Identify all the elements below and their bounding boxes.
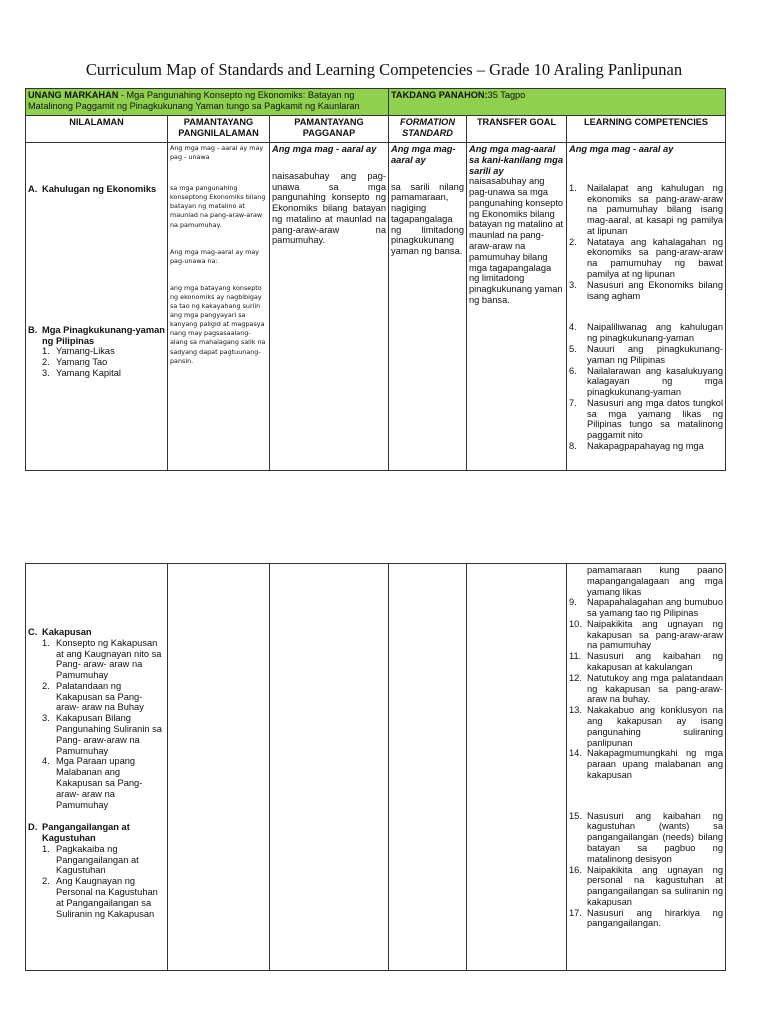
document-title: Curriculum Map of Standards and Learning Competencies – Grade 10 Araling Panlipunan bbox=[85, 60, 683, 79]
content-standard-intro1: Ang mga mag - aaral ay may pag - unawa bbox=[170, 144, 264, 162]
header-formation-standard: FORMATION STANDARD bbox=[389, 116, 467, 143]
content-row bbox=[26, 143, 726, 471]
competency-item: 8. Nakapagpapahayag ng mga bbox=[569, 440, 704, 451]
formation-standard-cell-continued bbox=[389, 564, 467, 971]
competency-item: 15. Nasusuri ang kaibahan ng kagustuhan (wants) sa pangangailangan (needs) bilang batayan sa pagbuo ng matalinong desisyon bbox=[569, 810, 723, 864]
topic-b-letter: B. bbox=[28, 324, 38, 335]
performance-standard-intro: Ang mga mag - aaral ay bbox=[272, 144, 377, 154]
list-item: 3. Yamang Kapital bbox=[42, 367, 121, 378]
list-item: 1. Konsepto ng Kakapusan at ang Kaugnayan nito sa Pang- araw- araw na Pamumuhay bbox=[42, 637, 162, 681]
content-standard-intro2: Ang mga mag-aaral ay may pag-unawa na: bbox=[170, 247, 260, 265]
quarter-label: UNANG MARKAHAN bbox=[28, 90, 119, 100]
learning-competencies-cell-continued bbox=[567, 564, 726, 971]
competency-item: 4. Naipaliliwanag ang kahulugan ng pinagkukunang-yaman bbox=[569, 322, 724, 344]
transfer-goal-intro: Ang mga mag-aaral sa kani-kanilang mga sarili ay bbox=[469, 144, 564, 176]
topic-b-title: Mga Pinagkukunang-yaman ng Pilipinas bbox=[42, 324, 165, 346]
competency-item: 5. Nauuri ang pinagkukunang-yaman ng Pilipinas bbox=[569, 343, 724, 365]
transfer-goal-cell bbox=[467, 143, 567, 471]
competencies-group-4 bbox=[569, 811, 723, 930]
curriculum-table-page1 bbox=[25, 88, 726, 471]
header-nilalaman: NILALAMAN bbox=[26, 116, 168, 143]
competency-item: 16. Naipakikita ang ugnayan ng personal na kagustuhan at pangangailangan sa suliranin ng kakapusan bbox=[569, 864, 723, 907]
topic-a-title: Kahulugan ng Ekonomiks bbox=[42, 184, 157, 194]
topic-d bbox=[28, 822, 165, 844]
list-item: 1. Pagkakaiba ng Pangangailangan at Kagustuhan bbox=[42, 843, 139, 876]
formation-standard-text: sa sarili nilang pamamaraan, nagiging tagapangalaga ng limitadong pinagkukunang yaman ng bansa. bbox=[391, 181, 464, 257]
competency-item: 2. Natataya ang kahalagahan ng ekonomiks sa pang-araw-araw na pamumuhay ng bawat pamilya at ng lipunan bbox=[569, 236, 724, 280]
nilalaman-cell-continued bbox=[26, 564, 168, 971]
competencies-group-1 bbox=[569, 183, 723, 302]
topic-d-letter: D. bbox=[28, 822, 38, 833]
list-item: 2. Yamang Tao bbox=[42, 357, 108, 368]
topic-d-subitems bbox=[42, 844, 165, 919]
list-item: 2. Ang Kaugnayan ng Personal na Kagustuhan at Pangangailangan sa Suliranin ng Kakapusan bbox=[42, 876, 158, 919]
competency-item: 6. Nailalarawan ang kasalukuyang kalagayan ng mga pinagkukunang-yaman bbox=[569, 365, 724, 398]
transfer-goal-cell-continued bbox=[467, 564, 567, 971]
competency-item: 14. Nakapagmumungkahi ng mga paraan upang malabanan ang kakapusan bbox=[569, 748, 723, 780]
competencies-group-3 bbox=[569, 597, 723, 780]
header-pamantayang-pagganap: PAMANTAYANG PAGGANAP bbox=[270, 116, 389, 143]
time-allotment-cell bbox=[389, 89, 726, 116]
formation-standard-cell bbox=[389, 143, 467, 471]
transfer-goal-text: naisasabuhay ang pag-unawa sa mga pangunahing konsepto ng Ekonomiks bilang batayan ng matalino at maunlad na pang-araw-araw na pamumuhay bilang mga tagapangalaga ng limitadong pinagkukunang yaman ng bansa. bbox=[469, 176, 564, 305]
time-label: TAKDANG PANAHON: bbox=[391, 90, 488, 100]
header-learning-competencies: LEARNING COMPETENCIES bbox=[567, 116, 726, 143]
quarter-cell bbox=[26, 89, 389, 116]
list-item: 4. Mga Paraan upang Malabanan ang Kakapusan sa Pang-araw- araw na Pamumuhay bbox=[42, 756, 143, 810]
header-row bbox=[26, 116, 726, 143]
competency-item: 10. Naipakikita ang ugnayan ng kakapusan sa pang-araw-araw na pamumuhay bbox=[569, 618, 723, 651]
topic-c-title: Kakapusan bbox=[42, 627, 92, 637]
content-standard-p2: ang mga batayang konsepto ng ekonomiks ay nagbibigay sa tao ng kakayahang suriin ang mga pangyayari sa kanyang paligid at magpasya nang may pagsasaalang-alang sa mahalagang salik na sadyang dapat pagtuunang-pansin. bbox=[170, 283, 266, 365]
learning-competencies-cell bbox=[567, 143, 726, 471]
header-transfer-goal: TRANSFER GOAL bbox=[467, 116, 567, 143]
performance-standard-text: naisasabuhay ang pag-unawa sa mga pangunahing konsepto ng Ekonomiks bilang batayan ng matalino at maunlad na pang-araw-araw na pamumuhay. bbox=[272, 170, 386, 246]
competency-item: 17. Nasusuri ang hirarkiya ng pangangailangan. bbox=[569, 907, 723, 929]
competency-item: 3. Nasusuri ang Ekonomiks bilang isang agham bbox=[569, 279, 724, 301]
content-standard-cell bbox=[168, 143, 270, 471]
content-row-continued bbox=[26, 564, 726, 971]
competency-item: 1. Nailalapat ang kahulugan ng ekonomiks sa pang-araw-araw na pamumuhay bilang isang mag-aaral, at kasapi ng pamilya at lipunan bbox=[569, 182, 724, 236]
content-standard-cell-continued bbox=[168, 564, 270, 971]
performance-standard-cell-continued bbox=[270, 564, 389, 971]
list-item: 1. Yamang-Likas bbox=[42, 346, 115, 357]
formation-standard-intro: Ang mga mag-aaral ay bbox=[391, 144, 456, 165]
competencies-intro: Ang mga mag - aaral ay bbox=[569, 144, 674, 154]
competencies-group-2 bbox=[569, 322, 723, 451]
time-value: 35 Tagpo bbox=[487, 90, 526, 100]
quarter-row bbox=[26, 89, 726, 116]
competency-item: 12. Natutukoy ang mga palatandaan ng kakapusan sa pang-araw-araw na buhay. bbox=[569, 672, 723, 705]
curriculum-table-page2 bbox=[25, 563, 726, 971]
list-item: 2. Palatandaan ng Kakapusan sa Pang-araw- araw na Buhay bbox=[42, 680, 144, 713]
topic-b bbox=[28, 325, 165, 347]
competency-item: pamamaraan kung paano mapangangalagaan ang mga yamang likas bbox=[587, 565, 723, 597]
competency-item: 11. Nasusuri ang kaibahan ng kakapusan at kakulangan bbox=[569, 651, 723, 673]
quarter-text: - Mga Pangunahing Konsepto ng Ekonomiks: Batayan ng Matalinong Paggamit ng Pinagkukunang Yaman tungo sa Pagkamit ng Kaunlaran bbox=[28, 90, 360, 112]
topic-b-subitems bbox=[42, 346, 165, 378]
content-standard-p1: sa mga pangunahing konseptong Ekonomiks bilang batayan ng matalino at maunlad na pang-araw-araw na pamumuhay. bbox=[170, 184, 266, 229]
topic-d-title: Pangangailangan at Kagustuhan bbox=[42, 822, 130, 844]
competency-item: 9. Napapahalagahan ang bumubuo sa yamang tao ng Pilipinas bbox=[569, 597, 723, 619]
competency-8-continued bbox=[569, 565, 723, 597]
competency-item: 7. Nasusuri ang mga datos tungkol sa mga yamang likas ng Pilipinas tungo sa matalinong paggamit nito bbox=[569, 397, 724, 441]
competency-item: 13. Nakakabuo ang konklusyon na ang kakapusan ay isang pangunahing suliraning panlipunan bbox=[569, 705, 723, 748]
topic-c-letter: C. bbox=[28, 627, 38, 637]
topic-c bbox=[28, 627, 165, 638]
topic-a bbox=[28, 184, 165, 195]
topic-a-letter: A. bbox=[28, 184, 38, 194]
topic-c-subitems bbox=[42, 638, 165, 811]
list-item: 3. Kakapusan Bilang Pangunahing Suliranin sa Pang- araw-araw na Pamumuhay bbox=[42, 713, 162, 756]
header-pamantayang-pangnilalaman: PAMANTAYANG PANGNILALAMAN bbox=[168, 116, 270, 143]
performance-standard-cell bbox=[270, 143, 389, 471]
nilalaman-cell bbox=[26, 143, 168, 471]
